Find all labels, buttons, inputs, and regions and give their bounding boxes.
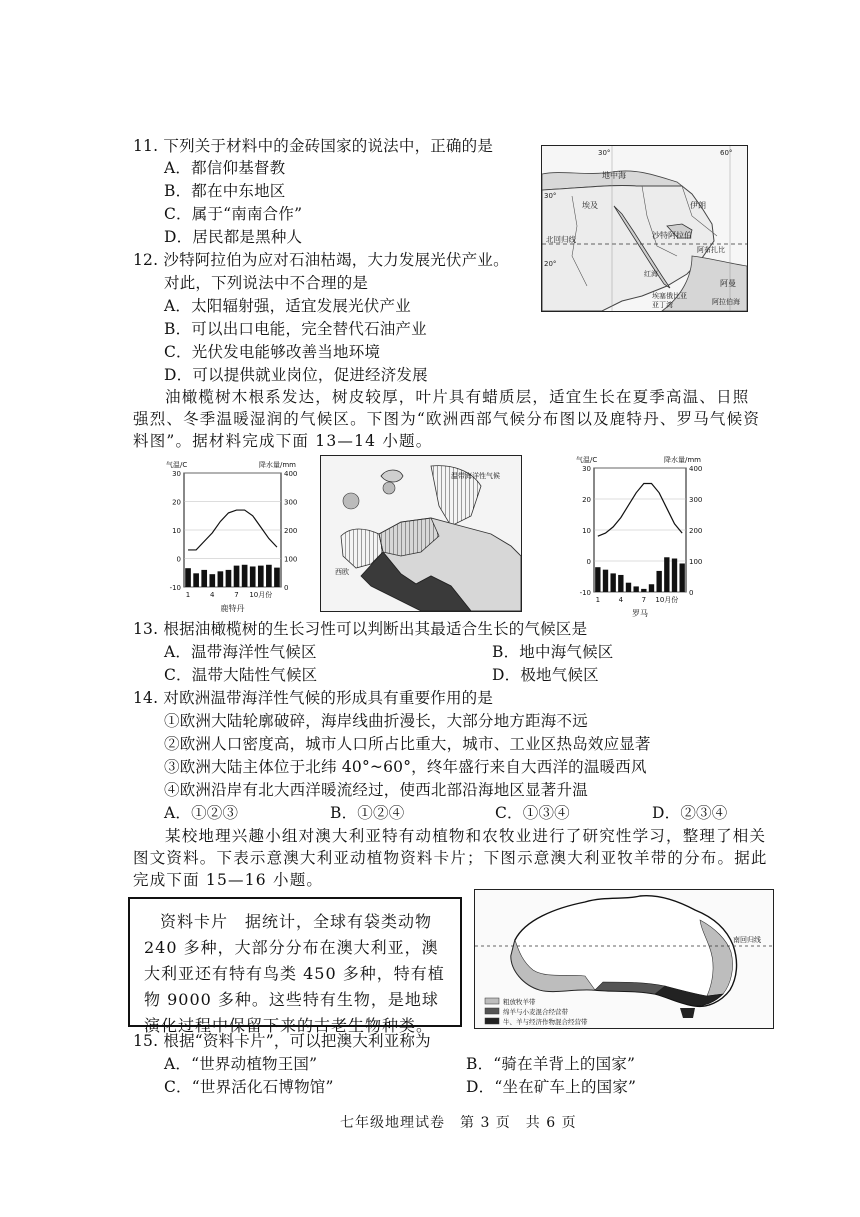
map-label-gulf: 亚丁湾 [652,301,673,309]
temp-tick-label: 0 [586,558,591,566]
data-card [128,897,462,1035]
precip-tick-label: 200 [284,527,298,535]
precip-bar [258,566,264,587]
q13-option-b[interactable]: B．地中海气候区 [492,643,614,661]
q13-option-a[interactable]: A．温带海洋性气候区 [164,643,317,661]
month-tick-label: 7 [641,596,647,604]
map-label-tropic: 北回归线 [546,235,576,244]
precip-bar [603,570,608,592]
precip-tick-label: 300 [689,496,703,504]
q14-option-c[interactable]: C．①③④ [495,804,570,822]
q15-option-c[interactable]: C．“世界活化石博物馆” [164,1078,334,1096]
map-label-oman: 阿曼 [720,279,736,288]
q11-option-c[interactable]: C．属于“南南合作” [164,205,303,223]
q14-option-b[interactable]: B．①②④ [330,804,405,822]
map-lon-right: 60° [720,149,733,157]
map-lon-left: 30° [598,149,611,157]
q12-option-c[interactable]: C．光伏发电能够改善当地环境 [164,343,381,361]
q15-stem: 15. 根据“资料卡片”，可以把澳大利亚称为 [133,1032,431,1050]
map-label-iran: 伊朗 [690,201,706,210]
q15-option-d[interactable]: D．“坐在矿车上的国家” [466,1078,637,1096]
map-label-ethiopia: 埃塞俄比亚 [652,292,687,300]
europe-map-legend: 温带海洋性气候 [451,472,500,480]
precip-bar [185,568,191,587]
q14-item-4: ④欧洲沿岸有北大西洋暖流经过，使西北部沿海地区显著升温 [164,781,588,799]
precip-tick-label: 400 [689,465,703,473]
q13-stem: 13. 根据油橄榄树的生长习性可以判断出其最适合生长的气候区是 [133,620,588,638]
q15-option-a[interactable]: A．“世界动植物王国” [164,1055,318,1073]
precip-bar [209,574,215,587]
q14-option-a[interactable]: A．①②③ [164,804,239,822]
temp-tick-label: 20 [172,498,181,507]
precip-bar [226,570,232,587]
temp-tick-label: 20 [582,496,591,504]
legend-cattle-crops: 牛、羊与经济作物混合经营带 [503,1018,588,1026]
precip-bar [672,559,677,592]
precip-tick-label: 200 [689,527,703,535]
temp-tick-label: 30 [582,465,591,473]
temp-axis-label: 气温/C [166,461,188,469]
q14-item-1: ①欧洲大陆轮廓破碎，海岸线曲折漫长，大部分地方距海不远 [164,712,588,730]
map-lat-top: 30° [544,192,557,200]
precip-bar [201,570,207,587]
month-tick-label: 7 [234,591,239,599]
legend-extensive-sheep: 粗放牧羊带 [503,998,536,1006]
precip-bar [641,589,646,592]
q12-option-b[interactable]: B．可以出口电能，完全替代石油产业 [164,320,427,338]
q11-option-d[interactable]: D．居民都是黑种人 [164,228,303,246]
precip-bar [649,584,654,592]
q12-stem: 12. 沙特阿拉伯为应对石油枯竭，大力发展光伏产业。 [133,251,509,269]
temp-tick-label: 10 [172,527,181,535]
climate-chart-rotterdam [160,455,305,615]
map-lat-bottom: 20° [544,260,557,268]
olive-paragraph: 油橄榄树木根系发达，树皮较厚，叶片具有蜡质层，适宜生长在夏季高温、日照强烈、冬季温暖湿润的气候区。下图为“欧洲西部气候分布图以及鹿特丹、罗马气候资料图”。据材料完成下面 13—14 小题。 [133,388,761,450]
q15-option-b[interactable]: B．“骑在羊背上的国家” [466,1055,636,1073]
precip-bar [242,565,248,587]
data-card-text: 据统计，全球有袋类动物 240 多种，大部分分布在澳大利亚，澳大利亚还有特有鸟类 450 多种，特有植物 9000 多种。这些特有生物，是地球演化过程中保留下来的古老生物种类。 [144,912,445,1035]
q13-option-c[interactable]: C．温带大陆性气候区 [164,666,318,684]
precip-bar [679,563,684,592]
month-tick-label: 1 [595,596,601,604]
precip-tick-label: 300 [284,498,298,507]
map-label-ocean: 阿拉伯海 [712,298,740,306]
australia-sheep-map [474,889,774,1029]
climate-chart-rome [570,450,710,620]
precip-bar [266,565,272,587]
temp-axis-label: 气温/C [576,456,598,464]
precip-bar [610,573,615,592]
precip-bar [656,571,661,592]
q14-option-d[interactable]: D．②③④ [652,804,728,822]
precip-bar [633,586,638,592]
australia-paragraph: 某校地理兴趣小组对澳大利亚特有动植物和农牧业进行了研究性学习，整理了相关图文资料。下表示意澳大利亚动植物资料卡片；下图示意澳大利亚牧羊带的分布。据此完成下面 15—16 小题。 [133,827,768,889]
europe-climate-map [320,455,522,612]
page-footer: 七年级地理试卷 第 3 页 共 6 页 [340,1115,577,1131]
precip-bar [618,575,623,592]
precip-bar [626,583,631,592]
q14-item-3: ③欧洲大陆主体位于北纬 40°~60°，终年盛行来自大西洋的温暖西风 [164,758,647,776]
month-tick-label: 10月份 [655,596,679,604]
precip-bar [595,567,600,592]
temperature-line [598,484,682,537]
q13-option-d[interactable]: D．极地气候区 [492,666,599,684]
q11-stem: 11. 下列关于材料中的金砖国家的说法中，正确的是 [133,137,494,155]
temp-tick-label: -10 [169,584,181,592]
precip-bar [218,571,224,587]
data-card-title: 资料卡片 [160,912,229,931]
legend-sheep-wheat: 绵羊与小麦混合经营带 [503,1008,568,1016]
city-name: 罗马 [632,609,648,618]
map-label-red-sea: 红海 [644,270,658,278]
temp-tick-label: 30 [172,470,181,478]
precip-tick-label: 0 [284,584,289,592]
precip-bar [193,573,199,587]
map-label-saudi: 沙特阿拉伯 [652,231,692,240]
city-name: 鹿特丹 [220,604,245,613]
q14-item-2: ②欧洲人口密度高，城市人口所占比重大，城市、工业区热岛效应显著 [164,735,651,753]
precip-tick-label: 0 [689,589,694,597]
month-tick-label: 10月份 [249,591,273,599]
precip-bar [234,566,240,587]
map-label-egypt: 埃及 [582,201,598,210]
map-label-city: 阿布扎比 [697,246,725,254]
q14-stem: 14. 对欧洲温带海洋性气候的形成具有重要作用的是 [133,689,494,707]
europe-map-label: 西欧 [335,568,349,576]
q12-option-a[interactable]: A．太阳辐射强，适宜发展光伏产业 [164,297,411,315]
month-tick-label: 4 [618,596,624,604]
month-tick-label: 1 [185,591,191,599]
tropic-label: 南回归线 [733,936,761,944]
q11-option-a[interactable]: A．都信仰基督教 [164,159,286,177]
q12-option-d[interactable]: D．可以提供就业岗位，促进经济发展 [164,366,428,384]
temp-tick-label: 10 [582,527,591,535]
precip-tick-label: 100 [284,555,298,564]
precip-bar [664,557,669,592]
precip-bar [250,566,256,587]
q12-stem-2: 对此，下列说法中不合理的是 [164,274,369,292]
temp-tick-label: -10 [579,589,591,597]
precip-axis-label: 降水量/mm [259,461,296,469]
precip-axis-label: 降水量/mm [664,456,701,464]
q11-option-b[interactable]: B．都在中东地区 [164,182,286,200]
middle-east-map [541,145,748,312]
temp-tick-label: 0 [176,555,181,564]
precip-bar [274,568,280,587]
month-tick-label: 4 [210,591,215,599]
precip-tick-label: 400 [284,470,298,478]
precip-tick-label: 100 [689,558,703,566]
map-label-sea1: 地中海 [602,171,626,180]
